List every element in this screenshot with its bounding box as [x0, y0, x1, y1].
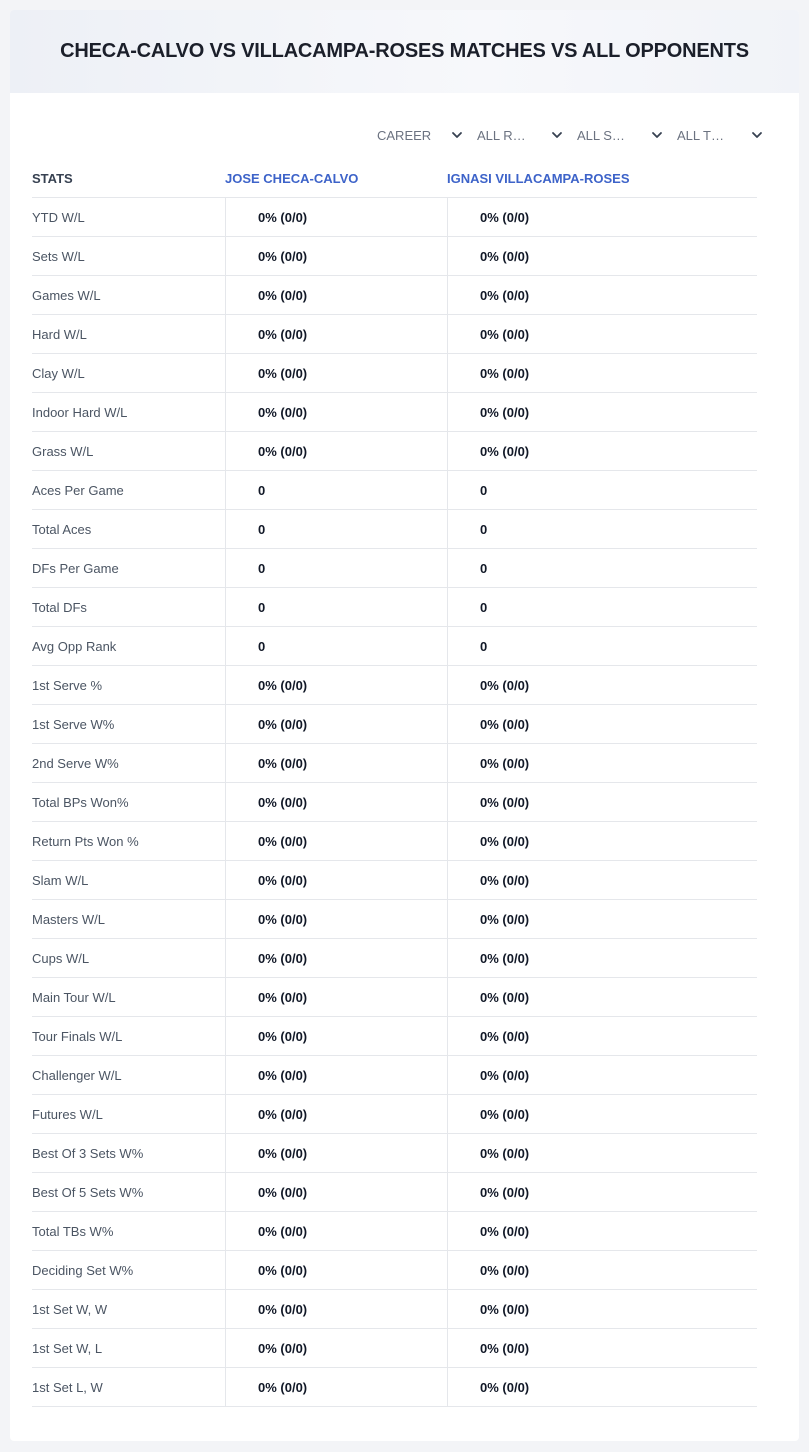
table-row — [32, 1134, 757, 1173]
player1-value: 0 — [225, 471, 447, 509]
player1-value: 0% (0/0) — [225, 783, 447, 821]
stat-label: Futures W/L — [32, 1106, 103, 1122]
table-row — [32, 237, 757, 276]
chevron-down-icon — [651, 129, 663, 141]
player2-value: 0% (0/0) — [447, 1290, 757, 1328]
player1-value: 0% (0/0) — [225, 1173, 447, 1211]
table-row — [32, 1017, 757, 1056]
stat-label: 1st Set W, W — [32, 1301, 108, 1317]
table-row — [32, 783, 757, 822]
player1-value: 0 — [225, 627, 447, 665]
filter-bar — [367, 124, 767, 146]
stat-label: Sets W/L — [32, 248, 85, 264]
player2-value: 0% (0/0) — [447, 393, 757, 431]
header-stats: STATS — [32, 170, 73, 186]
filter-label: ALL R… — [477, 127, 526, 143]
stat-label: Hard W/L — [32, 326, 87, 342]
player2-value: 0% (0/0) — [447, 666, 757, 704]
table-row — [32, 1368, 757, 1407]
table-row — [32, 354, 757, 393]
player1-value: 0% (0/0) — [225, 666, 447, 704]
player2-value: 0% (0/0) — [447, 237, 757, 275]
player1-value: 0% (0/0) — [225, 1368, 447, 1406]
stat-label: Tour Finals W/L — [32, 1028, 123, 1044]
player2-value: 0 — [447, 549, 757, 587]
player2-value: 0% (0/0) — [447, 939, 757, 977]
stat-label: Total Aces — [32, 521, 92, 537]
player1-value: 0 — [225, 549, 447, 587]
stat-label: Slam W/L — [32, 872, 89, 888]
filter-label: ALL S… — [577, 127, 625, 143]
table-row — [32, 861, 757, 900]
table-row — [32, 1095, 757, 1134]
table-row — [32, 1329, 757, 1368]
stat-label: Challenger W/L — [32, 1067, 122, 1083]
stat-label: Best Of 5 Sets W% — [32, 1184, 144, 1200]
player1-value: 0% (0/0) — [225, 276, 447, 314]
table-row — [32, 939, 757, 978]
table-row — [32, 393, 757, 432]
stat-label: Cups W/L — [32, 950, 90, 966]
player2-value: 0% (0/0) — [447, 744, 757, 782]
stat-label: 1st Serve % — [32, 677, 103, 693]
player1-value: 0% (0/0) — [225, 198, 447, 236]
player1-value: 0% (0/0) — [225, 354, 447, 392]
filter-tournament-select[interactable] — [667, 124, 767, 146]
player1-value: 0% (0/0) — [225, 393, 447, 431]
table-row — [32, 978, 757, 1017]
player1-value: 0% (0/0) — [225, 1017, 447, 1055]
stat-label: 2nd Serve W% — [32, 755, 119, 771]
table-row — [32, 627, 757, 666]
player1-value: 0% (0/0) — [225, 1251, 447, 1289]
chevron-down-icon — [551, 129, 563, 141]
player1-value: 0% (0/0) — [225, 432, 447, 470]
player2-value: 0% (0/0) — [447, 1056, 757, 1094]
table-row — [32, 549, 757, 588]
stat-label: Aces Per Game — [32, 482, 124, 498]
player2-value: 0 — [447, 471, 757, 509]
table-row — [32, 315, 757, 354]
player1-value: 0% (0/0) — [225, 237, 447, 275]
player1-value: 0% (0/0) — [225, 861, 447, 899]
player1-value: 0% (0/0) — [225, 978, 447, 1016]
stat-label: Avg Opp Rank — [32, 638, 117, 654]
stat-label: Main Tour W/L — [32, 989, 116, 1005]
player2-value: 0% (0/0) — [447, 315, 757, 353]
table-row — [32, 1173, 757, 1212]
filter-label: CAREER — [377, 127, 432, 143]
table-row — [32, 432, 757, 471]
player2-value: 0 — [447, 627, 757, 665]
chevron-down-icon — [751, 129, 763, 141]
stat-label: Grass W/L — [32, 443, 94, 459]
filter-period-select[interactable] — [367, 124, 467, 146]
player2-value: 0 — [447, 510, 757, 548]
player1-value: 0% (0/0) — [225, 1329, 447, 1367]
player2-value: 0% (0/0) — [447, 900, 757, 938]
stat-label: Clay W/L — [32, 365, 85, 381]
table-row — [32, 1056, 757, 1095]
player2-value: 0% (0/0) — [447, 198, 757, 236]
filter-round-select[interactable] — [467, 124, 567, 146]
player1-value: 0% (0/0) — [225, 705, 447, 743]
player1-value: 0% (0/0) — [225, 744, 447, 782]
player1-value: 0% (0/0) — [225, 1056, 447, 1094]
player1-value: 0% (0/0) — [225, 315, 447, 353]
table-row — [32, 822, 757, 861]
player2-value: 0% (0/0) — [447, 705, 757, 743]
table-row — [32, 1290, 757, 1329]
player2-value: 0% (0/0) — [447, 1095, 757, 1133]
stat-label: Total TBs W% — [32, 1223, 114, 1239]
player2-value: 0% (0/0) — [447, 1329, 757, 1367]
stat-label: Indoor Hard W/L — [32, 404, 128, 420]
player1-value: 0% (0/0) — [225, 900, 447, 938]
page-title: CHECA-CALVO VS VILLACAMPA-ROSES MATCHES VS ALL OPPONENTS — [60, 40, 749, 62]
stat-label: 1st Set L, W — [32, 1379, 103, 1395]
player1-value: 0% (0/0) — [225, 822, 447, 860]
stat-label: Return Pts Won % — [32, 833, 139, 849]
page-header — [10, 10, 799, 93]
player2-value: 0% (0/0) — [447, 276, 757, 314]
table-row — [32, 276, 757, 315]
player2-value: 0% (0/0) — [447, 354, 757, 392]
table-row — [32, 510, 757, 549]
player1-value: 0% (0/0) — [225, 1212, 447, 1250]
player2-link[interactable]: IGNASI VILLACAMPA-ROSES — [447, 170, 630, 186]
player1-value: 0 — [225, 588, 447, 626]
filter-label: ALL T… — [677, 127, 724, 143]
player2-value: 0% (0/0) — [447, 978, 757, 1016]
player2-value: 0% (0/0) — [447, 1134, 757, 1172]
player2-value: 0 — [447, 588, 757, 626]
player1-value: 0 — [225, 510, 447, 548]
player2-value: 0% (0/0) — [447, 1173, 757, 1211]
table-row — [32, 666, 757, 705]
player2-value: 0% (0/0) — [447, 861, 757, 899]
player2-value: 0% (0/0) — [447, 1212, 757, 1250]
stat-label: 1st Serve W% — [32, 716, 115, 732]
player1-value: 0% (0/0) — [225, 1134, 447, 1172]
table-header — [32, 158, 757, 198]
stat-label: Games W/L — [32, 287, 101, 303]
table-row — [32, 471, 757, 510]
stat-label: DFs Per Game — [32, 560, 119, 576]
player1-value: 0% (0/0) — [225, 939, 447, 977]
chevron-down-icon — [451, 129, 463, 141]
player2-value: 0% (0/0) — [447, 822, 757, 860]
stats-table-body — [32, 197, 757, 1407]
table-row — [32, 1212, 757, 1251]
player2-value: 0% (0/0) — [447, 1368, 757, 1406]
player1-value: 0% (0/0) — [225, 1290, 447, 1328]
player2-value: 0% (0/0) — [447, 783, 757, 821]
filter-surface-select[interactable] — [567, 124, 667, 146]
stat-label: Deciding Set W% — [32, 1262, 134, 1278]
player2-value: 0% (0/0) — [447, 1251, 757, 1289]
stat-label: Masters W/L — [32, 911, 105, 927]
table-row — [32, 588, 757, 627]
player1-link[interactable]: JOSE CHECA-CALVO — [225, 170, 359, 186]
stat-label: 1st Set W, L — [32, 1340, 103, 1356]
player2-value: 0% (0/0) — [447, 432, 757, 470]
stat-label: Best Of 3 Sets W% — [32, 1145, 144, 1161]
player2-value: 0% (0/0) — [447, 1017, 757, 1055]
table-row — [32, 744, 757, 783]
stat-label: Total DFs — [32, 599, 87, 615]
player1-value: 0% (0/0) — [225, 1095, 447, 1133]
table-row — [32, 705, 757, 744]
stat-label: YTD W/L — [32, 209, 85, 225]
table-row — [32, 198, 757, 237]
table-row — [32, 900, 757, 939]
table-row — [32, 1251, 757, 1290]
stat-label: Total BPs Won% — [32, 794, 129, 810]
